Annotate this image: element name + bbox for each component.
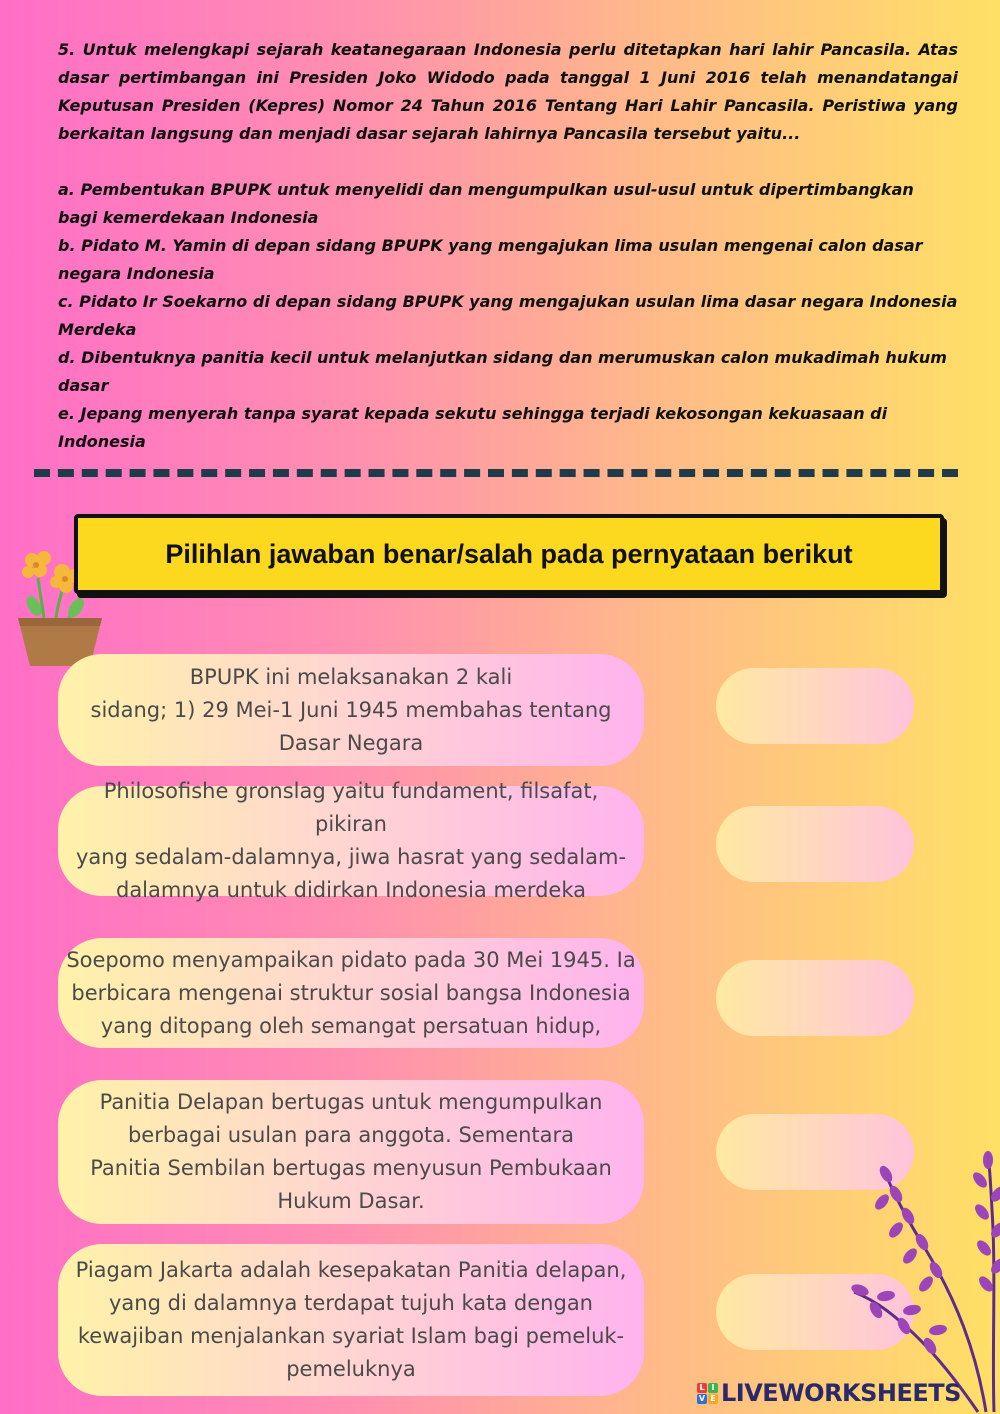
answer-drop-zone[interactable] <box>716 806 914 882</box>
option-a: a. Pembentukan BPUPK untuk menyelidi dan mengumpulkan usul-usul untuk dipertimbangkan bagi kemerdekaan Indonesia <box>58 180 914 227</box>
statement-card <box>58 938 644 1048</box>
statement-line: Soepomo menyampaikan pidato pada 30 Mei 1945. Ia <box>66 947 636 972</box>
liveworksheets-logo <box>697 1380 961 1406</box>
statement-line: Dasar Negara <box>278 730 424 755</box>
statement-line: berbicara mengenai struktur sosial bangsa Indonesia <box>71 980 631 1005</box>
statement-line: yang sedalam-dalamnya, jiwa hasrat yang sedalam- <box>75 845 627 869</box>
question-block <box>58 36 958 456</box>
lavender-decoration-icon <box>846 1150 1000 1414</box>
statement-card <box>58 1244 644 1396</box>
option-c: c. Pidato Ir Soekarno di depan sidang BPUPK yang mengajukan usulan lima dasar negara Indonesia Merdeka <box>58 292 958 339</box>
statement-card <box>58 779 644 902</box>
instruction-banner <box>74 514 944 594</box>
statement-line: dalamnya untuk didirkan Indonesia merdeka <box>115 878 587 902</box>
statement-line: sidang; 1) 29 Mei-1 Juni 1945 membahas tentang <box>90 697 612 722</box>
statement-card <box>58 654 644 766</box>
statement-line: Piagam Jakarta adalah kesepakatan Panitia delapan, <box>75 1258 627 1282</box>
statement-line: yang ditopang oleh semangat persatuan hidup, <box>100 1013 602 1038</box>
statement-card <box>58 1080 644 1224</box>
statement-line: berbagai usulan para anggota. Sementara <box>127 1123 575 1147</box>
statement-line: Hukum Dasar. <box>277 1189 425 1213</box>
option-b: b. Pidato M. Yamin di depan sidang BPUPK yang mengajukan lima usulan mengenai calon dasar negara Indonesia <box>58 236 923 283</box>
statement-line: kewajiban menjalankan syariat Islam bagi pemeluk- <box>77 1324 625 1348</box>
statement-line: pemeluknya <box>286 1357 416 1381</box>
logo-text: LIVEWORKSHEETS <box>721 1379 961 1407</box>
statement-line: Panitia Delapan bertugas untuk mengumpulkan <box>99 1090 603 1114</box>
banner-title: Pilihlan jawaban benar/salah pada pernyataan berikut <box>165 538 853 569</box>
option-e: e. Jepang menyerah tanpa syarat kepada sekutu sehingga terjadi kekosongan kekuasaan di Indonesia <box>58 404 888 451</box>
dashed-divider <box>34 469 958 477</box>
answer-drop-zone[interactable] <box>716 668 914 744</box>
logo-mark-icon: L I V E <box>697 1383 718 1404</box>
statement-line: Philosofishe gronslag yaitu fundament, filsafat, pikiran <box>103 779 599 836</box>
answer-drop-zone[interactable] <box>716 960 914 1036</box>
option-d: d. Dibentuknya panitia kecil untuk melanjutkan sidang dan merumuskan calon mukadimah hukum dasar <box>58 348 947 395</box>
question-stem: 5. Untuk melengkapi sejarah keatanegaraan Indonesia perlu ditetapkan hari lahir Pancasila. Atas dasar pertimbangan ini Presiden Joko Widodo pada tanggal 1 Juni 2016 telah menandatangai Keputusan Presiden (Kepres) Nomor 24 Tahun 2016 Tentang Hari Lahir Pancasila. Peristiwa yang berkaitan langsung dan menjadi dasar sejarah lahirnya Pancasila tersebut yaitu... <box>58 40 958 143</box>
statement-line: yang di dalamnya terdapat tujuh kata dengan <box>109 1291 593 1315</box>
statement-line: BPUPK ini melaksanakan 2 kali <box>189 664 513 689</box>
statement-line: Panitia Sembilan bertugas menyusun Pembukaan <box>90 1156 612 1180</box>
